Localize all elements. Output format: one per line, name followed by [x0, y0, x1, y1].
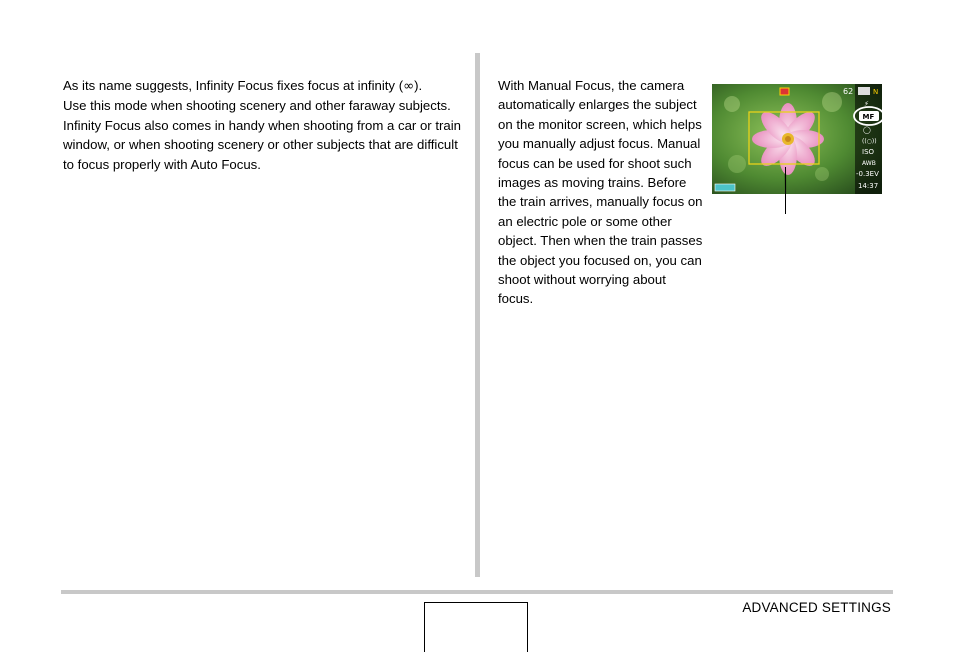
battery-icon [715, 184, 735, 191]
section-title: ADVANCED SETTINGS [742, 600, 891, 615]
iso-label: ISO [862, 148, 875, 156]
self-timer-icon: ◯ [863, 126, 871, 134]
callout-line [785, 167, 786, 214]
infinity-focus-text-part1: As its name suggests, Infinity Focus fixes focus at infinity ( [63, 78, 404, 93]
quality-icon: N [873, 88, 879, 96]
footer-rule [61, 590, 893, 594]
infinity-focus-text-part2: ). Use this mode when shooting scenery and other faraway subjects. Infinity Focus also comes in handy when shooting from a car or train window, or when shooting scenery or other subjects that are difficult to focus properly with Auto Focus. [63, 78, 462, 172]
infinity-focus-text [63, 76, 463, 174]
shot-count: 62 [843, 87, 854, 96]
record-mode-icon [780, 88, 789, 95]
metering-icon: ((○)) [862, 138, 877, 145]
wb-label: AWB [862, 160, 876, 167]
time-display: 14:37 [858, 182, 879, 190]
page-number-box [424, 602, 528, 652]
flash-icon: ⚡ [864, 100, 869, 108]
image-size-icon [858, 87, 870, 95]
camera-monitor-image [712, 84, 882, 194]
mf-label: MF [862, 113, 875, 121]
manual-focus-text: With Manual Focus, the camera automatically enlarges the subject on the monitor screen, which helps you manually adjust focus. Manual focus can be used for shoot such images as moving trains. Before the train arrives, manually focus on an electric pole or some other object. Then when the train passes the object you focused on, you can shoot without worrying about focus. [498, 78, 703, 307]
infinity-symbol: ∞ [403, 79, 415, 94]
ev-value: -0.3EV [856, 170, 879, 178]
camera-monitor-svg [712, 84, 882, 194]
column-divider [475, 53, 480, 577]
